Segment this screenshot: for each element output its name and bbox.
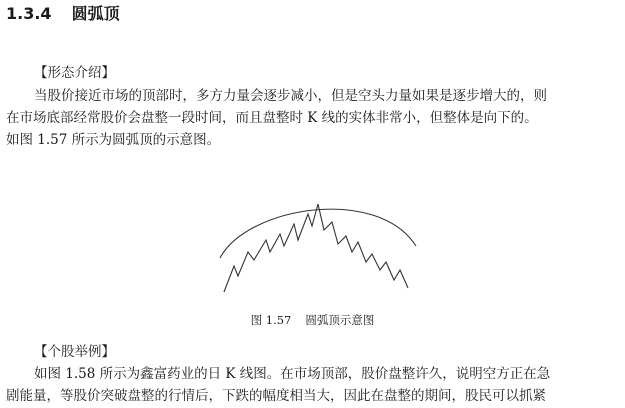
price-zigzag-line xyxy=(224,204,408,292)
section-heading xyxy=(6,4,120,24)
section-title: 圆弧顶 xyxy=(71,4,120,23)
section-number: 1.3.4 xyxy=(6,4,52,23)
stock-example-label: 【个股举例】 xyxy=(34,344,115,360)
rounded-top-arc xyxy=(220,209,416,258)
figure-number: 图 1.57 xyxy=(250,313,292,327)
rounded-top-figure xyxy=(218,196,418,296)
figure-caption-text: 圆弧顶示意图 xyxy=(305,313,375,327)
stock-example-line-2: 剧能量，等股价突破盘整的行情后，下跌的幅度相当大，因此在盘整的期间，股民可以抓紧 xyxy=(6,388,546,404)
pattern-intro-label: 【形态介绍】 xyxy=(34,65,115,81)
pattern-intro-line-2: 在市场底部经常股价会盘整一段时间，而且盘整时 K 线的实体非常小，但整体是向下的。 xyxy=(6,110,538,126)
stock-example-line-1: 如图 1.58 所示为鑫富药业的日 K 线图。在市场顶部，股价盘整许久，说明空方正在急 xyxy=(34,366,551,382)
pattern-intro-line-3: 如图 1.57 所示为圆弧顶的示意图。 xyxy=(6,132,221,148)
figure-caption xyxy=(0,312,625,328)
pattern-intro-line-1: 当股价接近市场的顶部时，多方力量会逐步减小，但是空头力量如果是逐步增大的，则 xyxy=(34,88,547,104)
